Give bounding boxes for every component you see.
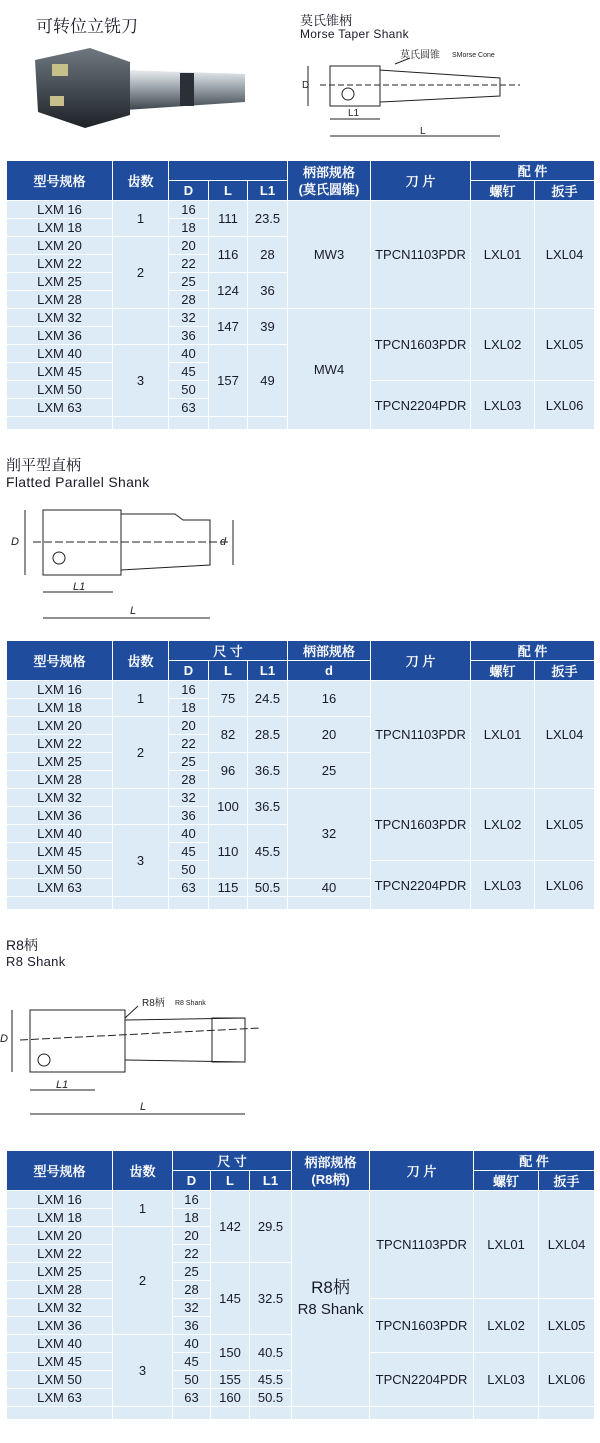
table-cell: 32.5 <box>250 1263 292 1335</box>
table-cell: TPCN2204PDR <box>370 1353 474 1407</box>
col-accessories: 配 件 <box>471 161 595 181</box>
table-cell: 147 <box>209 309 248 345</box>
dim-L1: L1 <box>73 581 86 593</box>
table-cell: 50.5 <box>248 879 288 897</box>
table-cell: 145 <box>211 1263 250 1335</box>
table-cell: 50 <box>169 861 209 879</box>
col-accessories: 配 件 <box>474 1151 595 1171</box>
table-cell: TPCN1603PDR <box>371 789 471 861</box>
table-cell: 45.5 <box>248 825 288 879</box>
table-cell: 40 <box>169 825 209 843</box>
col-accessories: 配 件 <box>471 641 595 661</box>
table-cell: 3 <box>113 825 169 897</box>
r8-shank-label: R8柄 <box>142 998 165 1009</box>
table-cell: 124 <box>209 273 248 309</box>
table-cell: LXL04 <box>535 201 595 309</box>
table-cell: LXL04 <box>535 681 595 789</box>
dim-d: d <box>220 536 227 548</box>
table-cell: 45 <box>169 363 209 381</box>
col-L: L <box>211 1171 250 1191</box>
table-cell: 39 <box>248 309 288 345</box>
dim-L1: L1 <box>348 108 360 119</box>
table-cell: 16 <box>288 681 371 717</box>
table-cell: 18 <box>169 699 209 717</box>
table-cell: LXM 63 <box>7 879 113 897</box>
col-insert: 刀 片 <box>370 1151 474 1191</box>
table-cell: TPCN2204PDR <box>371 861 471 910</box>
table-cell: LXM 28 <box>7 1281 113 1299</box>
table-cell: LXM 36 <box>7 807 113 825</box>
col-D: D <box>169 181 209 201</box>
table-cell: 28.5 <box>248 717 288 753</box>
table-cell: 32 <box>169 789 209 807</box>
end-mill-photo <box>30 40 255 135</box>
morse-shank-title: 莫氏锥柄 <box>300 13 353 28</box>
table-cell: 40.5 <box>250 1335 292 1371</box>
product-title: 可转位立铣刀 <box>36 17 138 36</box>
table-cell: LXL02 <box>471 309 535 381</box>
table-cell: LXM 20 <box>7 717 113 735</box>
r8-shank-subtitle: R8 Shank <box>6 954 66 969</box>
col-model: 型号规格 <box>7 641 113 681</box>
table-cell: 16 <box>173 1191 211 1209</box>
table-cell: 63 <box>169 399 209 417</box>
table-cell: 50 <box>173 1371 211 1389</box>
flatted-shank-subtitle: Flatted Parallel Shank <box>6 474 150 490</box>
dim-L: L <box>420 126 426 137</box>
table-cell: 20 <box>169 237 209 255</box>
col-L: L <box>209 661 248 681</box>
flatted-shank-diagram <box>5 500 245 630</box>
table-cell: 40 <box>288 879 371 897</box>
table-cell: 23.5 <box>248 201 288 237</box>
col-model: 型号规格 <box>7 161 113 201</box>
table-cell: 36.5 <box>248 789 288 825</box>
table-cell: 36 <box>169 807 209 825</box>
table-cell: LXM 16 <box>7 1191 113 1209</box>
col-teeth: 齿数 <box>113 641 169 681</box>
col-wrench: 扳手 <box>535 181 595 201</box>
table-cell: LXM 45 <box>7 843 113 861</box>
table-cell: LXL05 <box>535 789 595 861</box>
table-cell: LXM 45 <box>7 363 113 381</box>
morse-cone-label-en: SMorse Cone <box>452 52 495 59</box>
table-cell: 2 <box>113 1227 173 1335</box>
flatted-shank-table <box>6 640 595 910</box>
table-cell: 2 <box>113 237 169 309</box>
table-cell: 22 <box>169 735 209 753</box>
col-wrench: 扳手 <box>535 661 595 681</box>
dim-D: D <box>11 536 19 548</box>
table-cell: 32 <box>288 789 371 879</box>
table-cell: LXM 25 <box>7 753 113 771</box>
dim-L: L <box>140 1101 147 1113</box>
col-L: L <box>209 181 248 201</box>
r8-shank-diagram <box>0 990 270 1125</box>
table-cell: LXL04 <box>539 1191 595 1299</box>
table-cell: 36.5 <box>248 753 288 789</box>
table-cell: 25 <box>169 753 209 771</box>
table-cell: 110 <box>209 825 248 879</box>
table-cell: LXM 32 <box>7 1299 113 1317</box>
table-cell: 28 <box>169 291 209 309</box>
table-cell: R8柄 R8 Shank <box>292 1191 370 1407</box>
col-D: D <box>169 661 209 681</box>
table-cell: LXL03 <box>471 861 535 910</box>
table-cell: LXL06 <box>539 1353 595 1407</box>
table-cell: 36 <box>248 273 288 309</box>
table-cell: TPCN1103PDR <box>370 1191 474 1299</box>
table-cell: 40 <box>173 1335 211 1353</box>
col-insert: 刀 片 <box>371 161 471 201</box>
table-cell: 50.5 <box>250 1389 292 1407</box>
dim-D: D <box>0 1033 8 1045</box>
table-cell: 28 <box>173 1281 211 1299</box>
table-cell: LXM 18 <box>7 219 113 237</box>
table-cell: LXM 63 <box>7 399 113 417</box>
table-cell: TPCN1103PDR <box>371 201 471 309</box>
table-cell: LXM 36 <box>7 327 113 345</box>
table-cell: 160 <box>211 1389 250 1407</box>
table-cell: LXM 16 <box>7 681 113 699</box>
table-cell: 45 <box>169 843 209 861</box>
table-cell: LXL01 <box>471 681 535 789</box>
table-cell: 22 <box>169 255 209 273</box>
table-cell: LXL01 <box>471 201 535 309</box>
table-cell: LXL02 <box>474 1299 539 1353</box>
col-teeth: 齿数 <box>113 1151 173 1191</box>
table-cell: LXM 63 <box>7 1389 113 1407</box>
table-cell: 63 <box>173 1389 211 1407</box>
table-cell: 20 <box>288 717 371 753</box>
table-cell: LXM 36 <box>7 1317 113 1335</box>
table-cell: 24.5 <box>248 681 288 717</box>
table-cell: 142 <box>211 1191 250 1263</box>
table-cell: LXM 18 <box>7 699 113 717</box>
table-cell: 28 <box>169 771 209 789</box>
table-cell: 45 <box>173 1353 211 1371</box>
table-cell: 18 <box>169 219 209 237</box>
table-cell: 2 <box>113 717 169 789</box>
table-cell: LXM 40 <box>7 345 113 363</box>
morse-taper-table <box>6 160 595 430</box>
col-screw: 螺钉 <box>471 661 535 681</box>
table-cell: 16 <box>169 201 209 219</box>
col-wrench: 扳手 <box>539 1171 595 1191</box>
r8-shank-table <box>6 1150 595 1420</box>
r8-shank-title: R8柄 <box>6 937 38 953</box>
table-cell: LXM 50 <box>7 1371 113 1389</box>
table-cell: 36 <box>169 327 209 345</box>
col-L1: L1 <box>248 181 288 201</box>
table-cell: LXM 25 <box>7 1263 113 1281</box>
table-cell: 36 <box>173 1317 211 1335</box>
table-cell: 1 <box>113 201 169 237</box>
table-cell: 25 <box>173 1263 211 1281</box>
table-cell: 45.5 <box>250 1371 292 1389</box>
table-cell: LXL05 <box>539 1299 595 1353</box>
morse-shank-subtitle: Morse Taper Shank <box>300 27 409 41</box>
col-L1: L1 <box>248 661 288 681</box>
morse-cone-label: 莫氏圆锥 <box>400 50 440 61</box>
dim-L1: L1 <box>56 1079 69 1091</box>
table-cell <box>113 309 169 345</box>
table-cell: LXM 32 <box>7 309 113 327</box>
table-cell: LXM 50 <box>7 861 113 879</box>
table-cell: TPCN1603PDR <box>371 309 471 381</box>
table-cell: 32 <box>169 309 209 327</box>
table-cell: LXM 18 <box>7 1209 113 1227</box>
table-cell: TPCN1103PDR <box>371 681 471 789</box>
morse-shank-diagram <box>300 44 530 149</box>
table-cell: TPCN1603PDR <box>370 1299 474 1353</box>
table-cell: 157 <box>209 345 248 417</box>
table-cell: LXM 16 <box>7 201 113 219</box>
table-cell: 115 <box>209 879 248 897</box>
table-cell: LXL06 <box>535 381 595 430</box>
table-cell: LXM 22 <box>7 735 113 753</box>
table-cell: 3 <box>113 1335 173 1407</box>
table-cell: LXM 28 <box>7 291 113 309</box>
table-cell <box>113 789 169 825</box>
table-cell: 50 <box>169 381 209 399</box>
col-L1: L1 <box>250 1171 292 1191</box>
table-cell: LXM 40 <box>7 825 113 843</box>
table-cell: MW3 <box>288 201 371 309</box>
table-cell: 49 <box>248 345 288 417</box>
table-cell: LXM 32 <box>7 789 113 807</box>
table-cell: LXM 28 <box>7 771 113 789</box>
flatted-shank-title: 削平型直柄 <box>6 457 82 474</box>
table-cell: 22 <box>173 1245 211 1263</box>
dim-L: L <box>130 605 137 617</box>
table-cell: LXM 25 <box>7 273 113 291</box>
table-cell: LXM 50 <box>7 381 113 399</box>
table-cell: 150 <box>211 1335 250 1371</box>
table-cell: LXM 20 <box>7 237 113 255</box>
table-cell: 28 <box>248 237 288 273</box>
table-cell: 20 <box>169 717 209 735</box>
table-cell: 18 <box>173 1209 211 1227</box>
table-cell: LXM 22 <box>7 255 113 273</box>
col-teeth: 齿数 <box>113 161 169 201</box>
table-cell: 25 <box>288 753 371 789</box>
table-cell: 1 <box>113 1191 173 1227</box>
table-cell: 20 <box>173 1227 211 1245</box>
table-cell: LXM 45 <box>7 1353 113 1371</box>
col-screw: 螺钉 <box>471 181 535 201</box>
table-cell: LXL02 <box>471 789 535 861</box>
table-cell: LXL03 <box>474 1353 539 1407</box>
table-cell: LXM 20 <box>7 1227 113 1245</box>
col-shank: 柄部规格 (莫氏圆锥) <box>288 161 371 201</box>
table-cell: 32 <box>173 1299 211 1317</box>
table-cell: LXL03 <box>471 381 535 430</box>
table-cell: 155 <box>211 1371 250 1389</box>
table-cell: MW4 <box>288 309 371 430</box>
col-dims: 尺 寸 <box>169 641 288 661</box>
table-cell: 116 <box>209 237 248 273</box>
table-cell: 3 <box>113 345 169 417</box>
table-cell: LXL06 <box>535 861 595 910</box>
col-shank: 柄部规格 (R8柄) <box>292 1151 370 1191</box>
table-cell: 75 <box>209 681 248 717</box>
col-dims: 尺 寸 <box>173 1151 292 1171</box>
col-D: D <box>173 1171 211 1191</box>
table-cell: 16 <box>169 681 209 699</box>
table-cell: 100 <box>209 789 248 825</box>
table-cell: 63 <box>169 879 209 897</box>
col-shank: 柄部规格 <box>288 641 371 661</box>
table-cell: 40 <box>169 345 209 363</box>
table-cell: LXL05 <box>535 309 595 381</box>
table-cell: 82 <box>209 717 248 753</box>
table-cell: 29.5 <box>250 1191 292 1263</box>
col-model: 型号规格 <box>7 1151 113 1191</box>
r8-shank-label-en: R8 Shank <box>175 1000 206 1007</box>
table-cell: LXM 22 <box>7 1245 113 1263</box>
table-cell: 1 <box>113 681 169 717</box>
table-cell: 25 <box>169 273 209 291</box>
table-cell: LXL01 <box>474 1191 539 1299</box>
col-d: d <box>288 661 371 681</box>
table-cell: 96 <box>209 753 248 789</box>
col-dims <box>169 161 288 181</box>
col-screw: 螺钉 <box>474 1171 539 1191</box>
table-cell: 111 <box>209 201 248 237</box>
table-cell: TPCN2204PDR <box>371 381 471 430</box>
col-insert: 刀 片 <box>371 641 471 681</box>
dim-D: D <box>302 80 310 91</box>
table-cell: LXM 40 <box>7 1335 113 1353</box>
